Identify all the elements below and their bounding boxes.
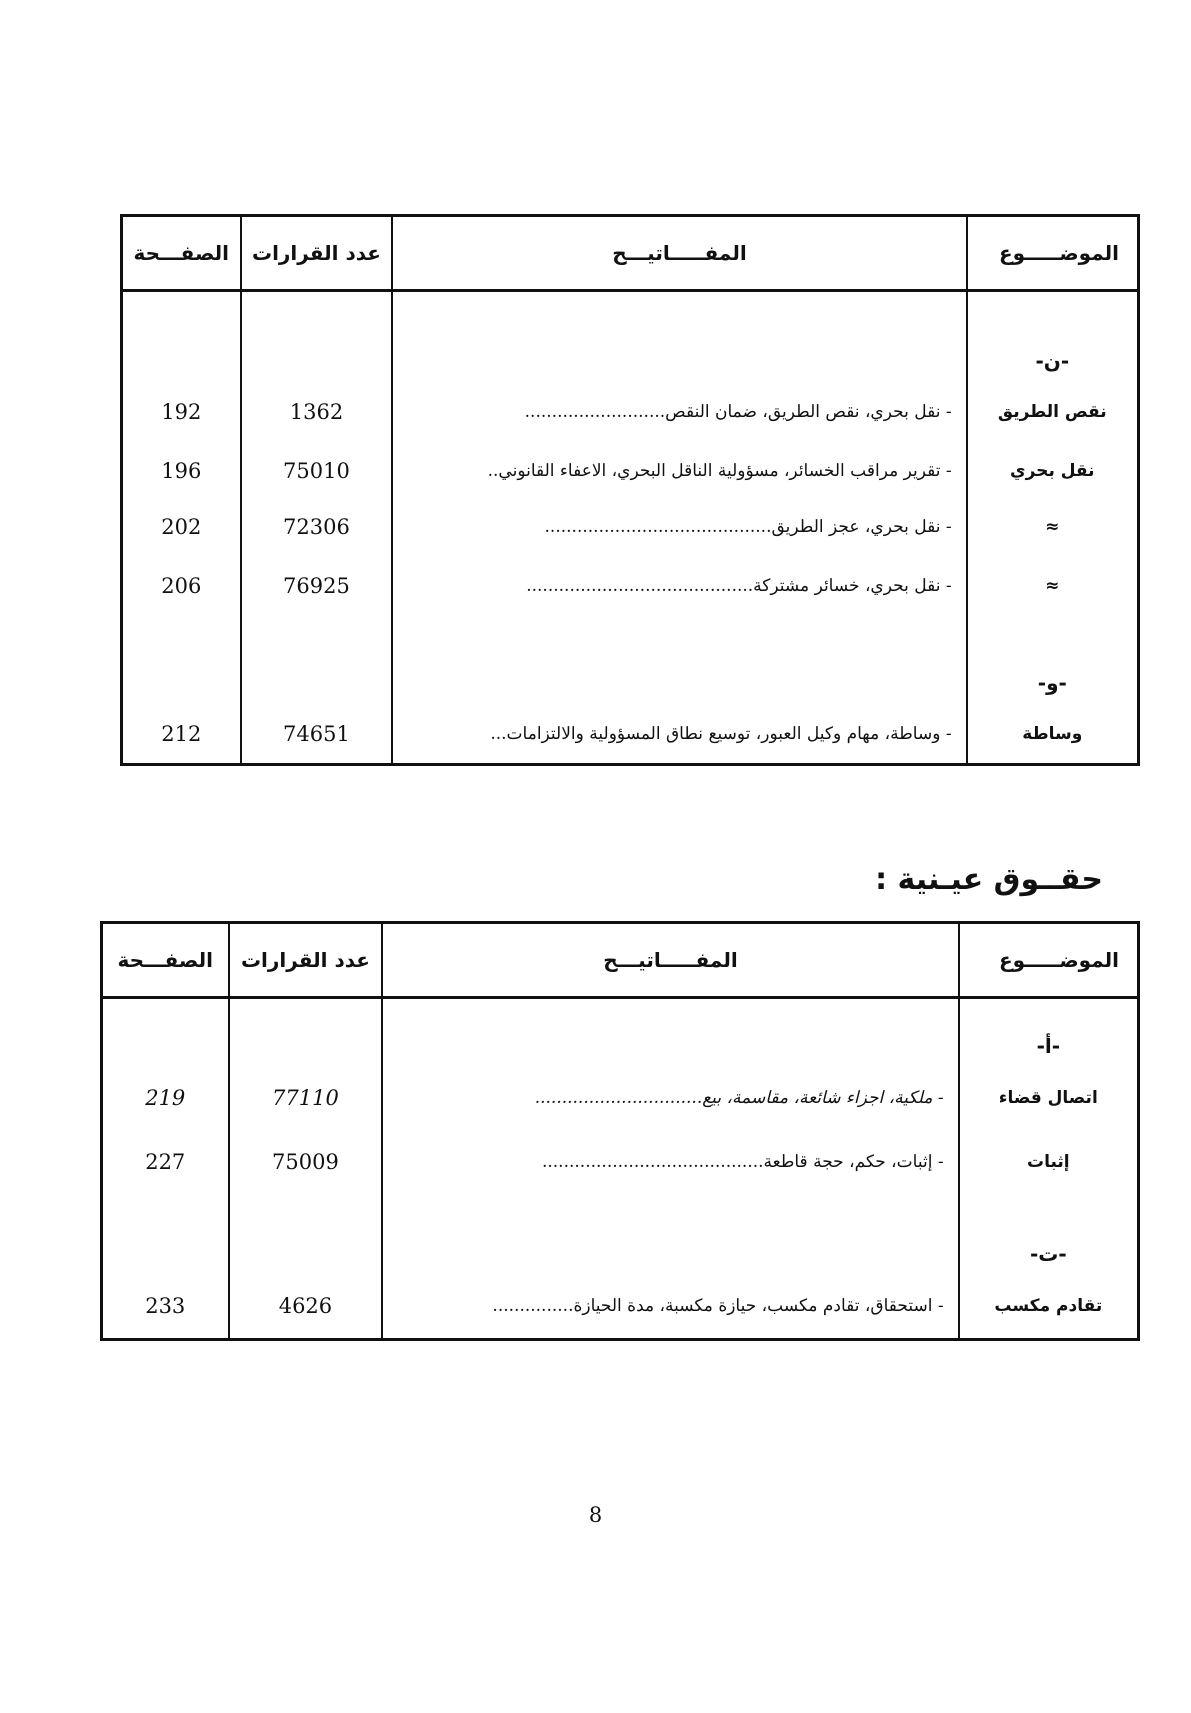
table-row xyxy=(102,1274,1139,1340)
header-keys: المفـــــاتيـــح xyxy=(382,923,958,998)
page-ref: 202 xyxy=(122,501,241,553)
decision-number: 4626 xyxy=(229,1274,383,1340)
section-heading: حقــوق عيـنية : xyxy=(875,862,1103,897)
topic-cell: ≈ xyxy=(967,501,1139,553)
table-row xyxy=(122,383,1139,441)
letter-marker: -ت- xyxy=(959,1194,1139,1274)
keys-cell: - نقل بحري، خسائر مشتركة.......................................... xyxy=(392,553,966,619)
letter-marker: -أ- xyxy=(959,998,1139,1066)
index-table-1 xyxy=(120,214,1140,766)
decision-number: 1362 xyxy=(241,383,393,441)
page-ref: 206 xyxy=(122,553,241,619)
header-row xyxy=(122,216,1139,291)
decision-number: 75009 xyxy=(229,1130,383,1194)
topic-cell: تقادم مكسب xyxy=(959,1274,1139,1340)
header-decisions: عدد القرارات xyxy=(229,923,383,998)
keys-cell: - وساطة، مهام وكيل العبور، توسيع نطاق المسؤولية والالتزامات... xyxy=(392,705,966,765)
table-row xyxy=(122,705,1139,765)
letter-marker: -و- xyxy=(967,619,1139,705)
page-ref: 212 xyxy=(122,705,241,765)
letter-marker: -ن- xyxy=(967,291,1139,383)
letter-row xyxy=(122,619,1139,705)
index-table-2 xyxy=(100,921,1140,1341)
decision-number: 72306 xyxy=(241,501,393,553)
page-ref: 192 xyxy=(122,383,241,441)
keys-cell: - إثبات، حكم، حجة قاطعة......................................... xyxy=(382,1130,958,1194)
header-page: الصفـــحة xyxy=(122,216,241,291)
header-keys: المفـــــاتيـــح xyxy=(392,216,966,291)
topic-cell: نقل بحري xyxy=(967,441,1139,501)
table-row xyxy=(102,1130,1139,1194)
table-row xyxy=(102,1066,1139,1130)
page-ref: 219 xyxy=(102,1066,229,1130)
topic-cell: وساطة xyxy=(967,705,1139,765)
page-ref: 196 xyxy=(122,441,241,501)
topic-cell: إثبات xyxy=(959,1130,1139,1194)
header-topic: الموضـــــوع xyxy=(959,923,1139,998)
table-row xyxy=(122,501,1139,553)
letter-row xyxy=(102,998,1139,1066)
header-row xyxy=(102,923,1139,998)
header-topic: الموضـــــوع xyxy=(967,216,1139,291)
keys-cell: - تقرير مراقب الخسائر، مسؤولية الناقل البحري، الاعفاء القانوني.. xyxy=(392,441,966,501)
keys-cell: - نقل بحري، نقص الطريق، ضمان النقص.......................... xyxy=(392,383,966,441)
decision-number: 75010 xyxy=(241,441,393,501)
keys-cell: - نقل بحري، عجز الطريق.......................................... xyxy=(392,501,966,553)
topic-cell: ≈ xyxy=(967,553,1139,619)
header-page: الصفـــحة xyxy=(102,923,229,998)
decision-number: 74651 xyxy=(241,705,393,765)
page-ref: 233 xyxy=(102,1274,229,1340)
table-row xyxy=(122,441,1139,501)
topic-cell: نقص الطريق xyxy=(967,383,1139,441)
topic-cell: اتصال قضاء xyxy=(959,1066,1139,1130)
decision-number: 76925 xyxy=(241,553,393,619)
keys-cell: - ملكية، اجزاء شائعة، مقاسمة، بيع............................... xyxy=(382,1066,958,1130)
table-row xyxy=(122,553,1139,619)
header-decisions: عدد القرارات xyxy=(241,216,393,291)
page-ref: 227 xyxy=(102,1130,229,1194)
keys-cell: - استحقاق، تقادم مكسب، حيازة مكسبة، مدة الحيازة............... xyxy=(382,1274,958,1340)
decision-number: 77110 xyxy=(229,1066,383,1130)
letter-row xyxy=(102,1194,1139,1274)
page-number: 8 xyxy=(588,1503,603,1527)
letter-row xyxy=(122,291,1139,383)
